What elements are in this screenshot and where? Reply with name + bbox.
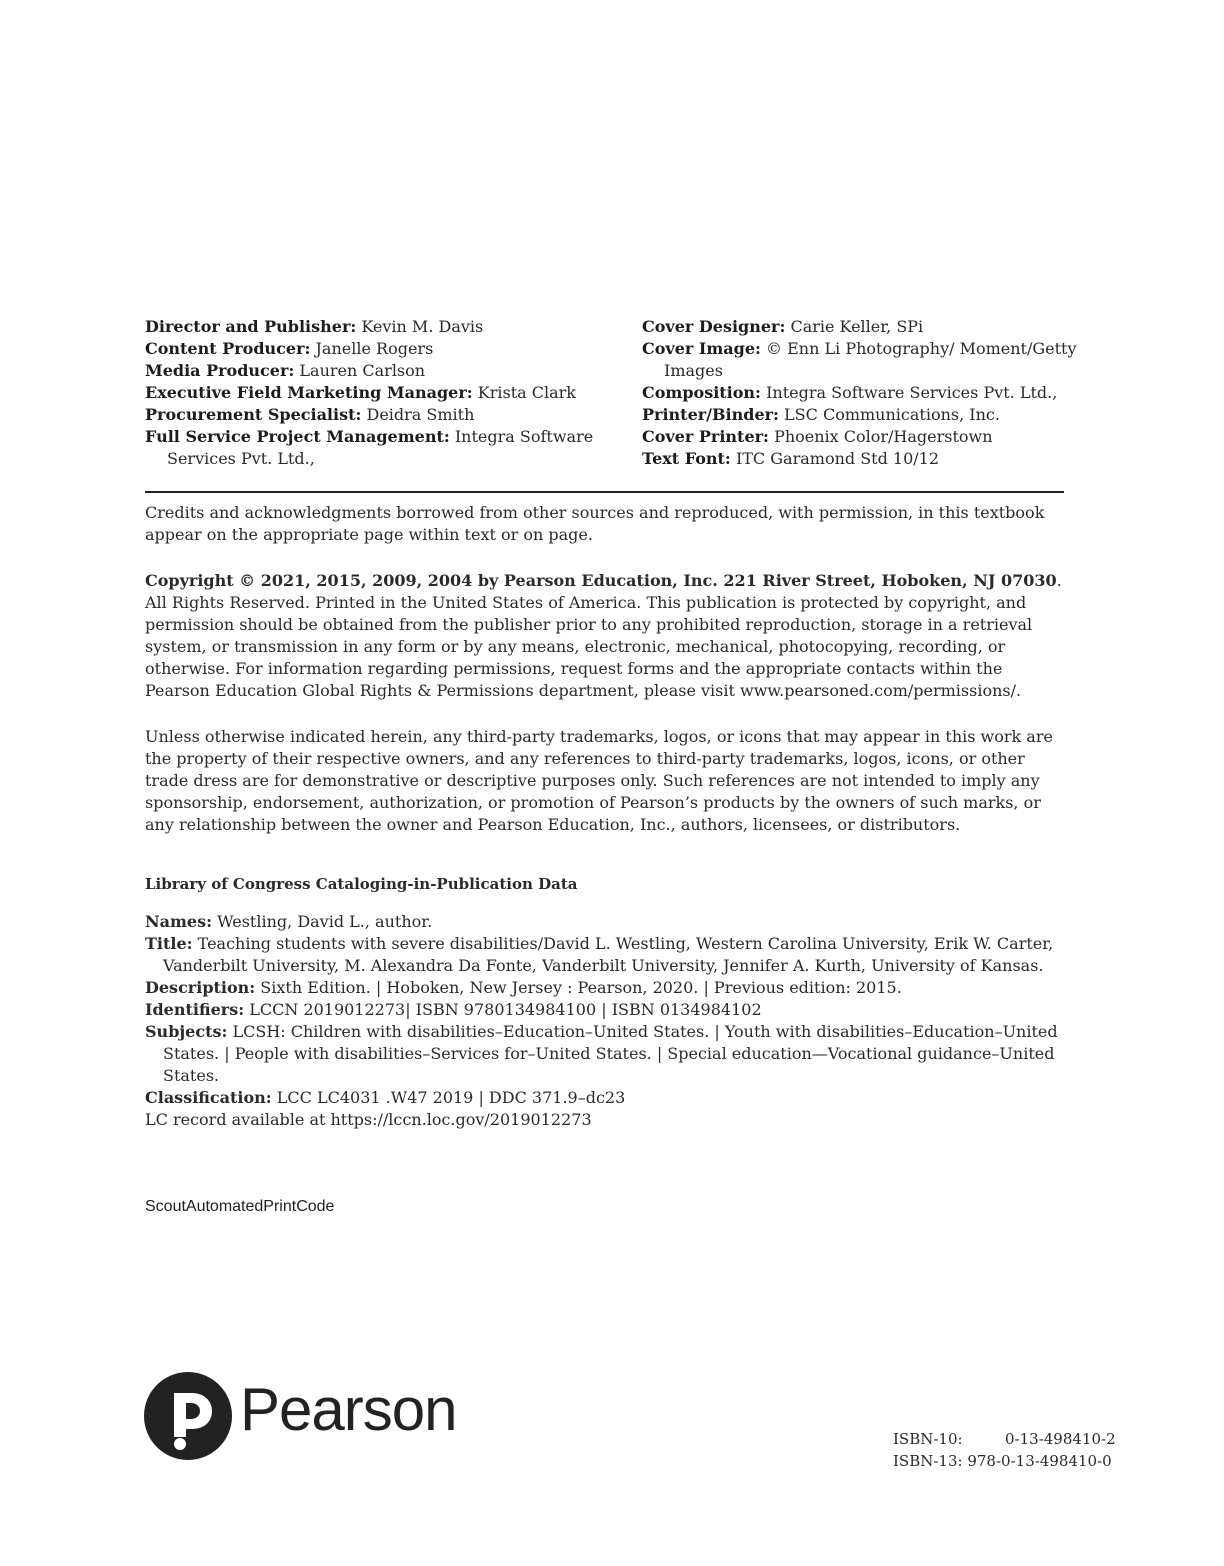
cip-label: Description: (145, 978, 256, 997)
cip-value: Sixth Edition. | Hoboken, New Jersey : Pearson, 2020. | Previous edition: 2015. (260, 978, 902, 997)
cip-subjects (145, 1021, 1075, 1087)
cip-heading: Library of Congress Cataloging-in-Publication Data (145, 875, 578, 893)
divider-rule (145, 491, 1064, 493)
credit-label: Printer/Binder: (642, 405, 779, 424)
cip-value: Westling, David L., author. (217, 912, 433, 931)
credits-left-column (145, 316, 615, 470)
cip-names (145, 911, 1075, 933)
credit-value: ITC Garamond Std 10/12 (735, 449, 940, 468)
credit-value: Integra Software Services Pvt. Ltd., (167, 427, 594, 468)
cip-data (145, 911, 1075, 1131)
isbn-13-row (893, 1450, 1116, 1472)
print-code: ScoutAutomatedPrintCode (145, 1198, 335, 1215)
credit-label: Procurement Specialist: (145, 405, 362, 424)
credit-line (642, 404, 1092, 426)
cip-value: Teaching students with severe disabilities/David L. Westling, Western Carolina University, Erik W. Carter, Vanderbilt University, M. Alexandra Da Fonte, Vanderbilt University, Jennifer A. Kurth, University of Kansas. (163, 934, 1054, 975)
credit-line (145, 426, 615, 470)
trademark-notice: Unless otherwise indicated herein, any third-party trademarks, logos, or icons that may appear in this work are the property of their respective owners, and any references to third-party trademarks, logos, icons, or other trade dress are for demonstrative or descriptive purposes only. Such references are not intended to imply any sponsorship, endorsement, authorization, or promotion of Pearson’s products by the owners of such marks, or any relationship between the owner and Pearson Education, Inc., authors, licensees, or distributors. (145, 727, 1053, 834)
credit-label: Executive Field Marketing Manager: (145, 383, 473, 402)
cip-value: LCC LC4031 .W47 2019 | DDC 371.9–dc23 (276, 1088, 626, 1107)
credit-value: Phoenix Color/Hagerstown (774, 427, 993, 446)
isbn-value: 978-0-13-498410-0 (967, 1452, 1112, 1470)
credit-label: Cover Image: (642, 339, 761, 358)
cip-label: Title: (145, 934, 193, 953)
cip-lc-record (145, 1109, 1075, 1131)
cip-value: LCSH: Children with disabilities–Education–United States. | Youth with disabilities–Education–United States. | People with disabilities–Services for–United States. | Special education—Vocational guidance–United States. (163, 1022, 1058, 1085)
pearson-wordmark: Pearson (240, 1376, 457, 1443)
credit-label: Text Font: (642, 449, 731, 468)
copyright-notice (145, 570, 1065, 702)
isbn-10-row (893, 1428, 1116, 1450)
cip-label: Classification: (145, 1088, 272, 1107)
credit-line (642, 426, 1092, 448)
cip-description (145, 977, 1075, 999)
credit-value: Kevin M. Davis (361, 317, 484, 336)
isbn-value: 0-13-498410-2 (1005, 1430, 1116, 1448)
credit-line (642, 316, 1092, 338)
credit-label: Full Service Project Management: (145, 427, 450, 446)
credit-label: Director and Publisher: (145, 317, 357, 336)
credit-label: Composition: (642, 383, 761, 402)
cip-value: LCCN 2019012273| ISBN 9780134984100 | ISBN 0134984102 (249, 1000, 762, 1019)
cip-label: Identifiers: (145, 1000, 245, 1019)
cip-value: LC record available at https://lccn.loc.gov/2019012273 (145, 1110, 592, 1129)
cip-classification (145, 1087, 1075, 1109)
credit-line (145, 404, 615, 426)
credit-label: Content Producer: (145, 339, 311, 358)
credit-line (145, 338, 615, 360)
cip-label: Names: (145, 912, 213, 931)
credits-right-column (642, 316, 1092, 470)
credit-line (145, 316, 615, 338)
rights-text: . All Rights Reserved. Printed in the United States of America. This publication is protected by copyright, and permission should be obtained from the publisher prior to any prohibited reproduction, storage in a retrieval system, or transmission in any form or by any means, electronic, mechanical, photocopying, recording, or otherwise. For information regarding permissions, request forms and the appropriate contacts within the Pearson Education Global Rights & Permissions department, please visit www.pearsoned.com/permissions/. (145, 571, 1062, 700)
credit-label: Cover Designer: (642, 317, 786, 336)
isbn-label: ISBN-13: (893, 1452, 963, 1470)
credit-line (145, 382, 615, 404)
credit-value: © Enn Li Photography/ Moment/Getty Images (664, 339, 1077, 380)
credit-value: Lauren Carlson (299, 361, 426, 380)
copyright-line: Copyright © 2021, 2015, 2009, 2004 by Pearson Education, Inc. 221 River Street, Hoboken, NJ 07030 (145, 571, 1057, 590)
pearson-p-icon (143, 1371, 233, 1461)
credit-line (642, 382, 1092, 404)
credit-value: Janelle Rogers (315, 339, 434, 358)
credits-statement: Credits and acknowledgments borrowed from other sources and reproduced, with permission, in this textbook appear on the appropriate page within text or on page. (145, 503, 1045, 544)
credit-value: Integra Software Services Pvt. Ltd., (766, 383, 1058, 402)
credit-line (145, 360, 615, 382)
credit-value: Deidra Smith (366, 405, 475, 424)
isbn-block (893, 1428, 1116, 1472)
credit-value: Carie Keller, SPi (790, 317, 924, 336)
credit-line (642, 448, 1092, 470)
credit-line (642, 338, 1092, 382)
pearson-logo (143, 1371, 463, 1461)
cip-identifiers (145, 999, 1075, 1021)
credit-label: Cover Printer: (642, 427, 769, 446)
cip-label: Subjects: (145, 1022, 228, 1041)
credit-value: LSC Communications, Inc. (784, 405, 1000, 424)
isbn-label: ISBN-10: (893, 1430, 963, 1448)
cip-title (145, 933, 1075, 977)
credit-label: Media Producer: (145, 361, 295, 380)
credit-value: Krista Clark (477, 383, 576, 402)
